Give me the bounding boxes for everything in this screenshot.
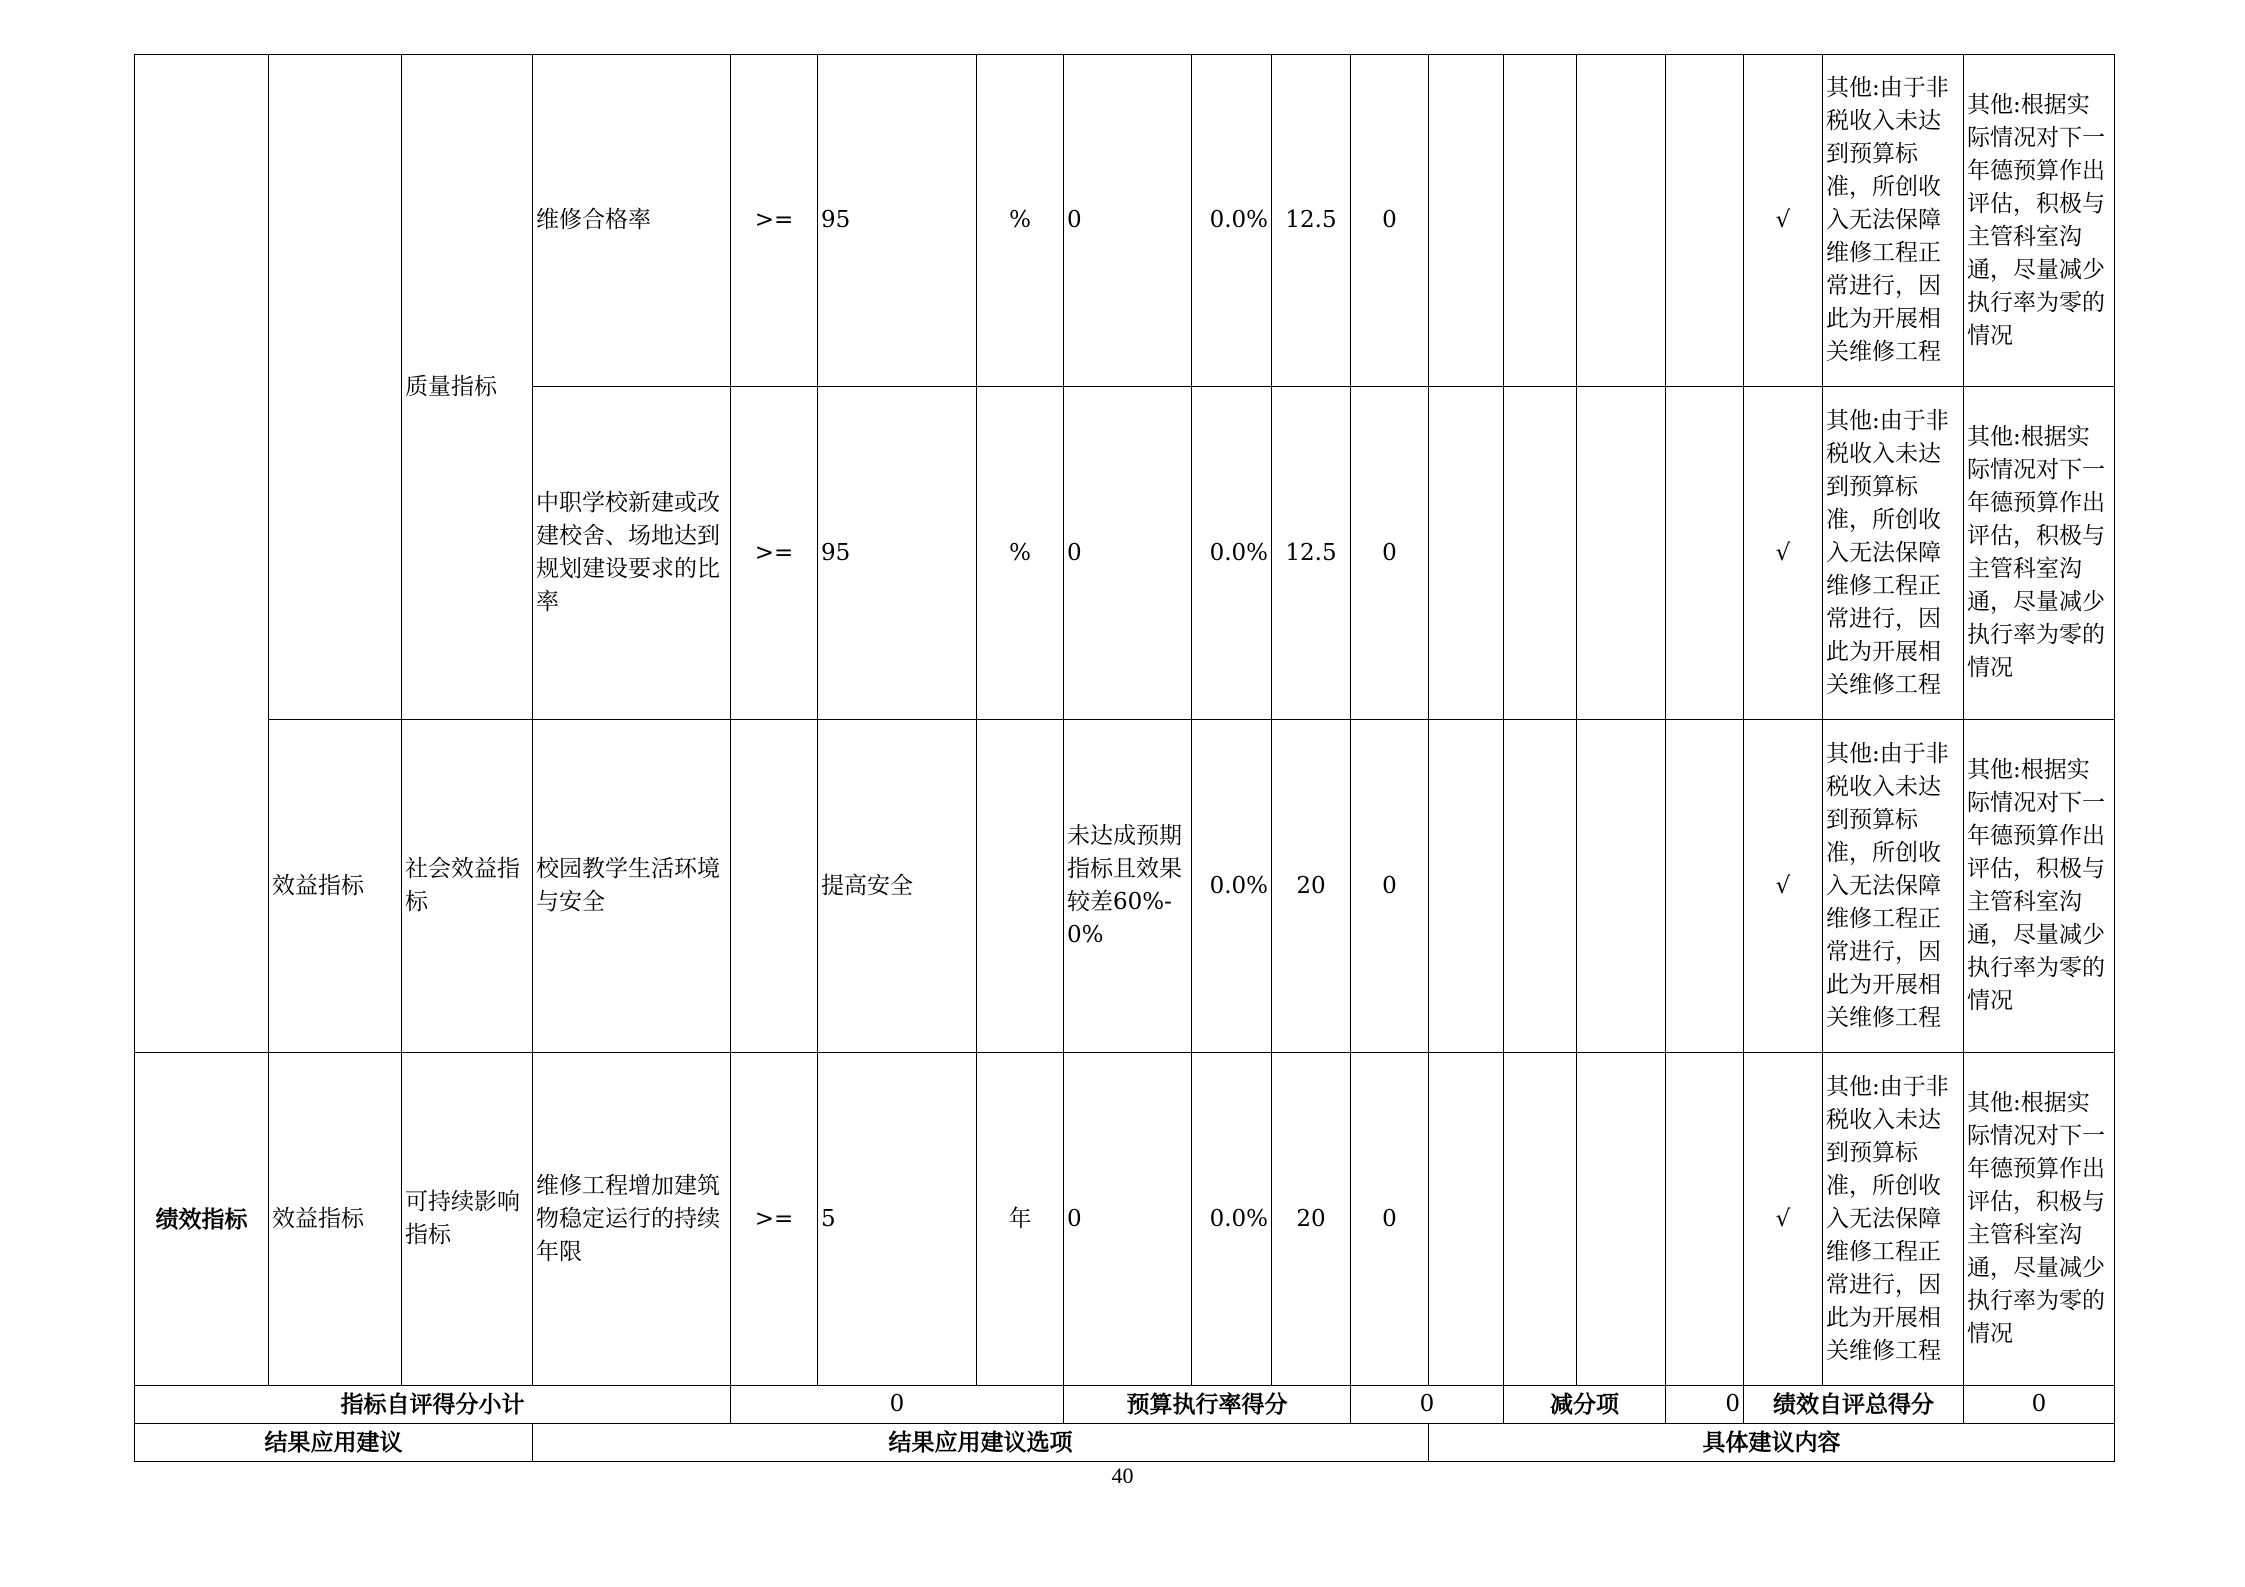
page-number: 40 xyxy=(1111,1463,1134,1488)
weight-cell: 20 xyxy=(1272,1053,1351,1386)
checkmark: √ xyxy=(1744,387,1823,720)
operator-cell: >= xyxy=(731,387,818,720)
deviation-col-2 xyxy=(1504,55,1577,387)
deviation-col-4 xyxy=(1666,1053,1744,1386)
actual-value: 0 xyxy=(1064,1053,1192,1386)
deviation-col-4 xyxy=(1666,720,1744,1053)
actual-value: 0 xyxy=(1064,55,1192,387)
improvement-measure: 其他:根据实际情况对下一年德预算作出评估，积极与主管科室沟通，尽量减少执行率为零的情况 xyxy=(1964,1053,2115,1386)
summary-row xyxy=(135,1386,2115,1424)
level2-cell: 效益指标 xyxy=(269,1053,402,1386)
checkmark: √ xyxy=(1744,720,1823,1053)
deviation-col-1 xyxy=(1429,1053,1504,1386)
budget-score-label: 预算执行率得分 xyxy=(1064,1386,1351,1424)
actual-value: 未达成预期指标且效果较差60%-0% xyxy=(1064,720,1192,1053)
completion-rate: 0.0% xyxy=(1192,720,1272,1053)
deviation-col-1 xyxy=(1429,387,1504,720)
table-row xyxy=(135,1053,2115,1386)
score-cell: 0 xyxy=(1351,1053,1429,1386)
deviation-col-4 xyxy=(1666,55,1744,387)
level3-cell: 社会效益指标 xyxy=(402,720,533,1053)
deduction-value: 0 xyxy=(1666,1386,1744,1424)
deviation-col-2 xyxy=(1504,720,1577,1053)
target-value: 95 xyxy=(818,55,977,387)
deviation-col-4 xyxy=(1666,387,1744,720)
target-value: 95 xyxy=(818,387,977,720)
score-cell: 0 xyxy=(1351,55,1429,387)
deviation-col-2 xyxy=(1504,1053,1577,1386)
completion-rate: 0.0% xyxy=(1192,55,1272,387)
deviation-col-3 xyxy=(1577,387,1666,720)
subtotal-value: 0 xyxy=(731,1386,1064,1424)
level2-cell-empty xyxy=(269,55,402,720)
advice-label: 结果应用建议 xyxy=(135,1424,533,1462)
weight-cell: 20 xyxy=(1272,720,1351,1053)
advice-options-label: 结果应用建议选项 xyxy=(533,1424,1429,1462)
deviation-col-3 xyxy=(1577,55,1666,387)
target-value: 5 xyxy=(818,1053,977,1386)
deviation-col-2 xyxy=(1504,387,1577,720)
weight-cell: 12.5 xyxy=(1272,387,1351,720)
improvement-measure: 其他:根据实际情况对下一年德预算作出评估，积极与主管科室沟通，尽量减少执行率为零的情况 xyxy=(1964,720,2115,1053)
score-cell: 0 xyxy=(1351,387,1429,720)
improvement-measure: 其他:根据实际情况对下一年德预算作出评估，积极与主管科室沟通，尽量减少执行率为零的情况 xyxy=(1964,55,2115,387)
deviation-reason: 其他:由于非税收入未达到预算标准，所创收入无法保障维修工程正常进行，因此为开展相关维修工程 xyxy=(1823,720,1964,1053)
deviation-col-3 xyxy=(1577,720,1666,1053)
weight-cell: 12.5 xyxy=(1272,55,1351,387)
target-value: 提高安全 xyxy=(818,720,977,1053)
unit-cell: 年 xyxy=(977,1053,1064,1386)
advice-row xyxy=(135,1424,2115,1462)
level3-cell: 质量指标 xyxy=(402,55,533,720)
level1-cell: 绩效指标 xyxy=(135,1053,269,1386)
deduction-label: 减分项 xyxy=(1504,1386,1666,1424)
operator-cell: >= xyxy=(731,1053,818,1386)
operator-cell xyxy=(731,720,818,1053)
deviation-reason: 其他:由于非税收入未达到预算标准，所创收入无法保障维修工程正常进行，因此为开展相关维修工程 xyxy=(1823,387,1964,720)
level3-cell: 可持续影响指标 xyxy=(402,1053,533,1386)
indicator-name: 中职学校新建或改建校舍、场地达到规划建设要求的比率 xyxy=(533,387,731,720)
table-row xyxy=(135,720,2115,1053)
improvement-measure: 其他:根据实际情况对下一年德预算作出评估，积极与主管科室沟通，尽量减少执行率为零的情况 xyxy=(1964,387,2115,720)
deviation-reason: 其他:由于非税收入未达到预算标准，所创收入无法保障维修工程正常进行，因此为开展相关维修工程 xyxy=(1823,55,1964,387)
total-score-value: 0 xyxy=(1964,1386,2115,1424)
indicator-name: 校园教学生活环境与安全 xyxy=(533,720,731,1053)
deviation-reason: 其他:由于非税收入未达到预算标准，所创收入无法保障维修工程正常进行，因此为开展相关维修工程 xyxy=(1823,1053,1964,1386)
deviation-col-1 xyxy=(1429,720,1504,1053)
actual-value: 0 xyxy=(1064,387,1192,720)
unit-cell: % xyxy=(977,387,1064,720)
performance-evaluation-table xyxy=(134,54,2115,1462)
indicator-name: 维修工程增加建筑物稳定运行的持续年限 xyxy=(533,1053,731,1386)
completion-rate: 0.0% xyxy=(1192,1053,1272,1386)
budget-score-value: 0 xyxy=(1351,1386,1504,1424)
indicator-name: 维修合格率 xyxy=(533,55,731,387)
advice-content-label: 具体建议内容 xyxy=(1429,1424,2115,1462)
checkmark: √ xyxy=(1744,1053,1823,1386)
completion-rate: 0.0% xyxy=(1192,387,1272,720)
subtotal-label: 指标自评得分小计 xyxy=(135,1386,731,1424)
level2-cell: 效益指标 xyxy=(269,720,402,1053)
unit-cell: % xyxy=(977,55,1064,387)
checkmark: √ xyxy=(1744,55,1823,387)
score-cell: 0 xyxy=(1351,720,1429,1053)
deviation-col-3 xyxy=(1577,1053,1666,1386)
level1-cell-empty xyxy=(135,55,269,1053)
total-score-label: 绩效自评总得分 xyxy=(1744,1386,1964,1424)
deviation-col-1 xyxy=(1429,55,1504,387)
unit-cell xyxy=(977,720,1064,1053)
operator-cell: >= xyxy=(731,55,818,387)
table-row xyxy=(135,55,2115,387)
